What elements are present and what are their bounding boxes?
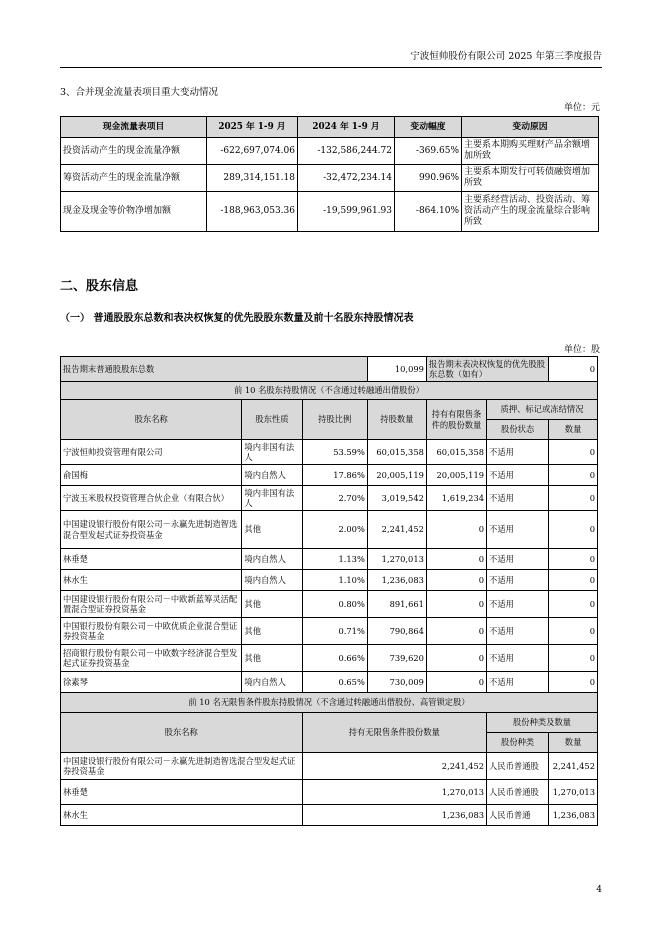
table-row — [61, 780, 598, 805]
table-row — [61, 549, 598, 570]
col-header-reason: 变动原因 — [462, 117, 599, 138]
holder-pledge-qty: 0 — [549, 591, 598, 618]
col-header-ratio: 持股比例 — [302, 400, 367, 440]
ucol-header-type: 股份种类 — [487, 733, 549, 753]
uholder-qty: 1,270,013 — [302, 780, 487, 805]
holder-restricted: 0 — [426, 549, 486, 570]
holder-ratio: 53.59% — [302, 440, 367, 465]
table-row — [61, 618, 598, 645]
holder-pledge-qty: 0 — [549, 672, 598, 693]
pref-value: 0 — [549, 357, 598, 382]
table-row — [61, 805, 598, 826]
holder-qty: 730,009 — [367, 672, 426, 693]
holder-pledge-qty: 0 — [549, 570, 598, 591]
cashflow-section-title: 3、合并现金流量表项目重大变动情况 — [60, 87, 219, 98]
item-cell: 现金及现金等价物净增加额 — [61, 192, 207, 232]
uholder-name: 林垂楚 — [61, 780, 303, 805]
page-number: 4 — [596, 885, 602, 895]
table-row — [61, 570, 598, 591]
holder-qty: 1,270,013 — [367, 549, 426, 570]
holder-name: 林水生 — [61, 570, 242, 591]
total-label: 报告期末普通股股东总数 — [61, 357, 368, 382]
holder-pledge-qty: 0 — [549, 511, 598, 549]
holder-name: 宁波玉米股权投资管理合伙企业（有限合伙） — [61, 486, 242, 511]
holder-pledge-qty: 0 — [549, 486, 598, 511]
holder-restricted: 0 — [426, 570, 486, 591]
holder-nature: 境内自然人 — [242, 672, 302, 693]
holder-status: 不适用 — [487, 570, 549, 591]
col-header-pledge-qty: 数量 — [549, 420, 598, 440]
table-row — [61, 591, 598, 618]
holder-qty: 60,015,358 — [367, 440, 426, 465]
holder-qty: 1,236,083 — [367, 570, 426, 591]
value-2025-cell: -188,963,053.36 — [207, 192, 298, 232]
change-cell: -369.65% — [395, 138, 462, 165]
table-row — [61, 192, 599, 232]
table-row — [61, 486, 598, 511]
table-row — [61, 672, 598, 693]
table-row — [61, 165, 599, 192]
holder-nature: 其他 — [242, 591, 302, 618]
value-2025-cell: 289,314,151.18 — [207, 165, 298, 192]
unrestricted-header-row — [61, 713, 598, 733]
uholder-type: 人民币普通股 — [487, 780, 549, 805]
cashflow-table — [60, 116, 599, 232]
col-header-change: 变动幅度 — [395, 117, 462, 138]
col-header-name: 股东名称 — [61, 400, 242, 440]
header-divider — [60, 67, 602, 68]
top10-title: 前 10 名股东持股情况（不含通过转融通出借股份） — [61, 382, 598, 400]
value-2024-cell: -19,599,961.93 — [298, 192, 395, 232]
holder-name: 中国银行股份有限公司－中欧优质企业混合型证券投资基金 — [61, 618, 242, 645]
reason-cell: 主要系经营活动、投资活动、筹资活动产生的现金流量综合影响所致 — [462, 192, 599, 232]
holder-nature: 境内自然人 — [242, 549, 302, 570]
value-2025-cell: -622,697,074.06 — [207, 138, 298, 165]
table-row — [61, 753, 598, 780]
holder-ratio: 0.66% — [302, 645, 367, 672]
uholder-type-qty: 2,241,452 — [549, 753, 598, 780]
holder-pledge-qty: 0 — [549, 618, 598, 645]
holder-pledge-qty: 0 — [549, 645, 598, 672]
col-header-2025: 2025 年 1-9 月 — [207, 117, 298, 138]
col-header-restricted: 持有有限售条件的股份数量 — [426, 400, 486, 440]
holder-pledge-qty: 0 — [549, 549, 598, 570]
item-cell: 筹资活动产生的现金流量净额 — [61, 165, 207, 192]
holder-ratio: 0.71% — [302, 618, 367, 645]
sub-section-title: （一） 普通股股东总数和表决权恢复的优先股股东数量及前十名股东持股情况表 — [60, 313, 414, 324]
holder-name: 徐素琴 — [61, 672, 242, 693]
holder-name: 招商银行股份有限公司－中欧数字经济混合型发起式证券投资基金 — [61, 645, 242, 672]
total-row — [61, 357, 598, 382]
top10-header-row — [61, 400, 598, 420]
uholder-type: 人民币普通 — [487, 805, 549, 826]
holder-restricted: 0 — [426, 618, 486, 645]
holder-name: 宁波恒帅投资管理有限公司 — [61, 440, 242, 465]
col-header-pledge: 质押、标记或冻结情况 — [487, 400, 598, 420]
holder-qty: 3,019,542 — [367, 486, 426, 511]
reason-cell: 主要系本期购买理财产品余额增加所致 — [462, 138, 599, 165]
pref-label: 报告期末表决权恢复的优先股股东总数（如有） — [426, 357, 548, 382]
holder-ratio: 0.80% — [302, 591, 367, 618]
holder-name: 中国建设银行股份有限公司－中欧新蓝筹灵活配置混合型证券投资基金 — [61, 591, 242, 618]
uholder-qty: 2,241,452 — [302, 753, 487, 780]
holder-pledge-qty: 0 — [549, 440, 598, 465]
shareholder-unit: 单位：股 — [563, 345, 600, 355]
holder-ratio: 17.86% — [302, 465, 367, 486]
top10-title-row — [61, 382, 598, 400]
ucol-header-type-group: 股份种类及数量 — [487, 713, 598, 733]
cashflow-header-row — [61, 117, 599, 138]
uholder-type-qty: 1,236,083 — [549, 805, 598, 826]
reason-cell: 主要系本期发行可转债融资增加所致 — [462, 165, 599, 192]
holder-nature: 其他 — [242, 511, 302, 549]
col-header-nature: 股东性质 — [242, 400, 302, 440]
holder-status: 不适用 — [487, 549, 549, 570]
holder-qty: 739,620 — [367, 645, 426, 672]
holder-restricted: 0 — [426, 591, 486, 618]
holder-status: 不适用 — [487, 672, 549, 693]
unrestricted-title-row — [61, 693, 598, 713]
holder-qty: 790,864 — [367, 618, 426, 645]
holder-nature: 境内自然人 — [242, 465, 302, 486]
holder-name: 俞国梅 — [61, 465, 242, 486]
holder-ratio: 1.10% — [302, 570, 367, 591]
unrestricted-title: 前 10 名无限售条件股东持股情况（不含通过转融通出借股份、高管锁定股） — [61, 693, 598, 713]
table-row — [61, 440, 598, 465]
holder-name: 中国建设银行股份有限公司－永赢先进制造智选混合型发起式证券投资基金 — [61, 511, 242, 549]
holder-ratio: 0.65% — [302, 672, 367, 693]
holder-status: 不适用 — [487, 511, 549, 549]
uholder-qty: 1,236,083 — [302, 805, 487, 826]
total-value: 10,099 — [367, 357, 426, 382]
change-cell: -864.10% — [395, 192, 462, 232]
section-title: 二、股东信息 — [60, 279, 139, 294]
cashflow-unit: 单位：元 — [563, 103, 600, 113]
holder-qty: 891,661 — [367, 591, 426, 618]
holder-restricted: 60,015,358 — [426, 440, 486, 465]
uholder-name: 中国建设银行股份有限公司－永赢先进制造智选混合型发起式证券投资基金 — [61, 753, 303, 780]
ucol-header-qty: 持有无限售条件股份数量 — [302, 713, 487, 753]
holder-ratio: 2.00% — [302, 511, 367, 549]
uholder-type-qty: 1,270,013 — [549, 780, 598, 805]
table-row — [61, 465, 598, 486]
holder-status: 不适用 — [487, 465, 549, 486]
holder-nature: 其他 — [242, 618, 302, 645]
holder-status: 不适用 — [487, 440, 549, 465]
holder-restricted: 0 — [426, 511, 486, 549]
col-header-item: 现金流量表项目 — [61, 117, 207, 138]
col-header-qty: 持股数量 — [367, 400, 426, 440]
table-row — [61, 645, 598, 672]
holder-ratio: 2.70% — [302, 486, 367, 511]
ucol-header-type-qty: 数量 — [549, 733, 598, 753]
holder-restricted: 20,005,119 — [426, 465, 486, 486]
change-cell: 990.96% — [395, 165, 462, 192]
holder-restricted: 0 — [426, 645, 486, 672]
uholder-name: 林水生 — [61, 805, 303, 826]
holder-qty: 20,005,119 — [367, 465, 426, 486]
holder-name: 林垂楚 — [61, 549, 242, 570]
ucol-header-name: 股东名称 — [61, 713, 303, 753]
document-header: 宁波恒帅股份有限公司 2025 年第三季度报告 — [410, 51, 602, 62]
table-row — [61, 138, 599, 165]
holder-status: 不适用 — [487, 645, 549, 672]
shareholder-table — [60, 356, 598, 826]
table-row — [61, 511, 598, 549]
holder-status: 不适用 — [487, 486, 549, 511]
holder-status: 不适用 — [487, 618, 549, 645]
holder-nature: 境内自然人 — [242, 570, 302, 591]
item-cell: 投资活动产生的现金流量净额 — [61, 138, 207, 165]
holder-pledge-qty: 0 — [549, 465, 598, 486]
holder-ratio: 1.13% — [302, 549, 367, 570]
uholder-type: 人民币普通股 — [487, 753, 549, 780]
holder-qty: 2,241,452 — [367, 511, 426, 549]
holder-restricted: 0 — [426, 672, 486, 693]
col-header-pledge-status: 股份状态 — [487, 420, 549, 440]
holder-nature: 境内非国有法人 — [242, 440, 302, 465]
value-2024-cell: -132,586,244.72 — [298, 138, 395, 165]
holder-restricted: 1,619,234 — [426, 486, 486, 511]
holder-nature: 境内非国有法人 — [242, 486, 302, 511]
value-2024-cell: -32,472,234.14 — [298, 165, 395, 192]
col-header-2024: 2024 年 1-9 月 — [298, 117, 395, 138]
holder-status: 不适用 — [487, 591, 549, 618]
holder-nature: 其他 — [242, 645, 302, 672]
